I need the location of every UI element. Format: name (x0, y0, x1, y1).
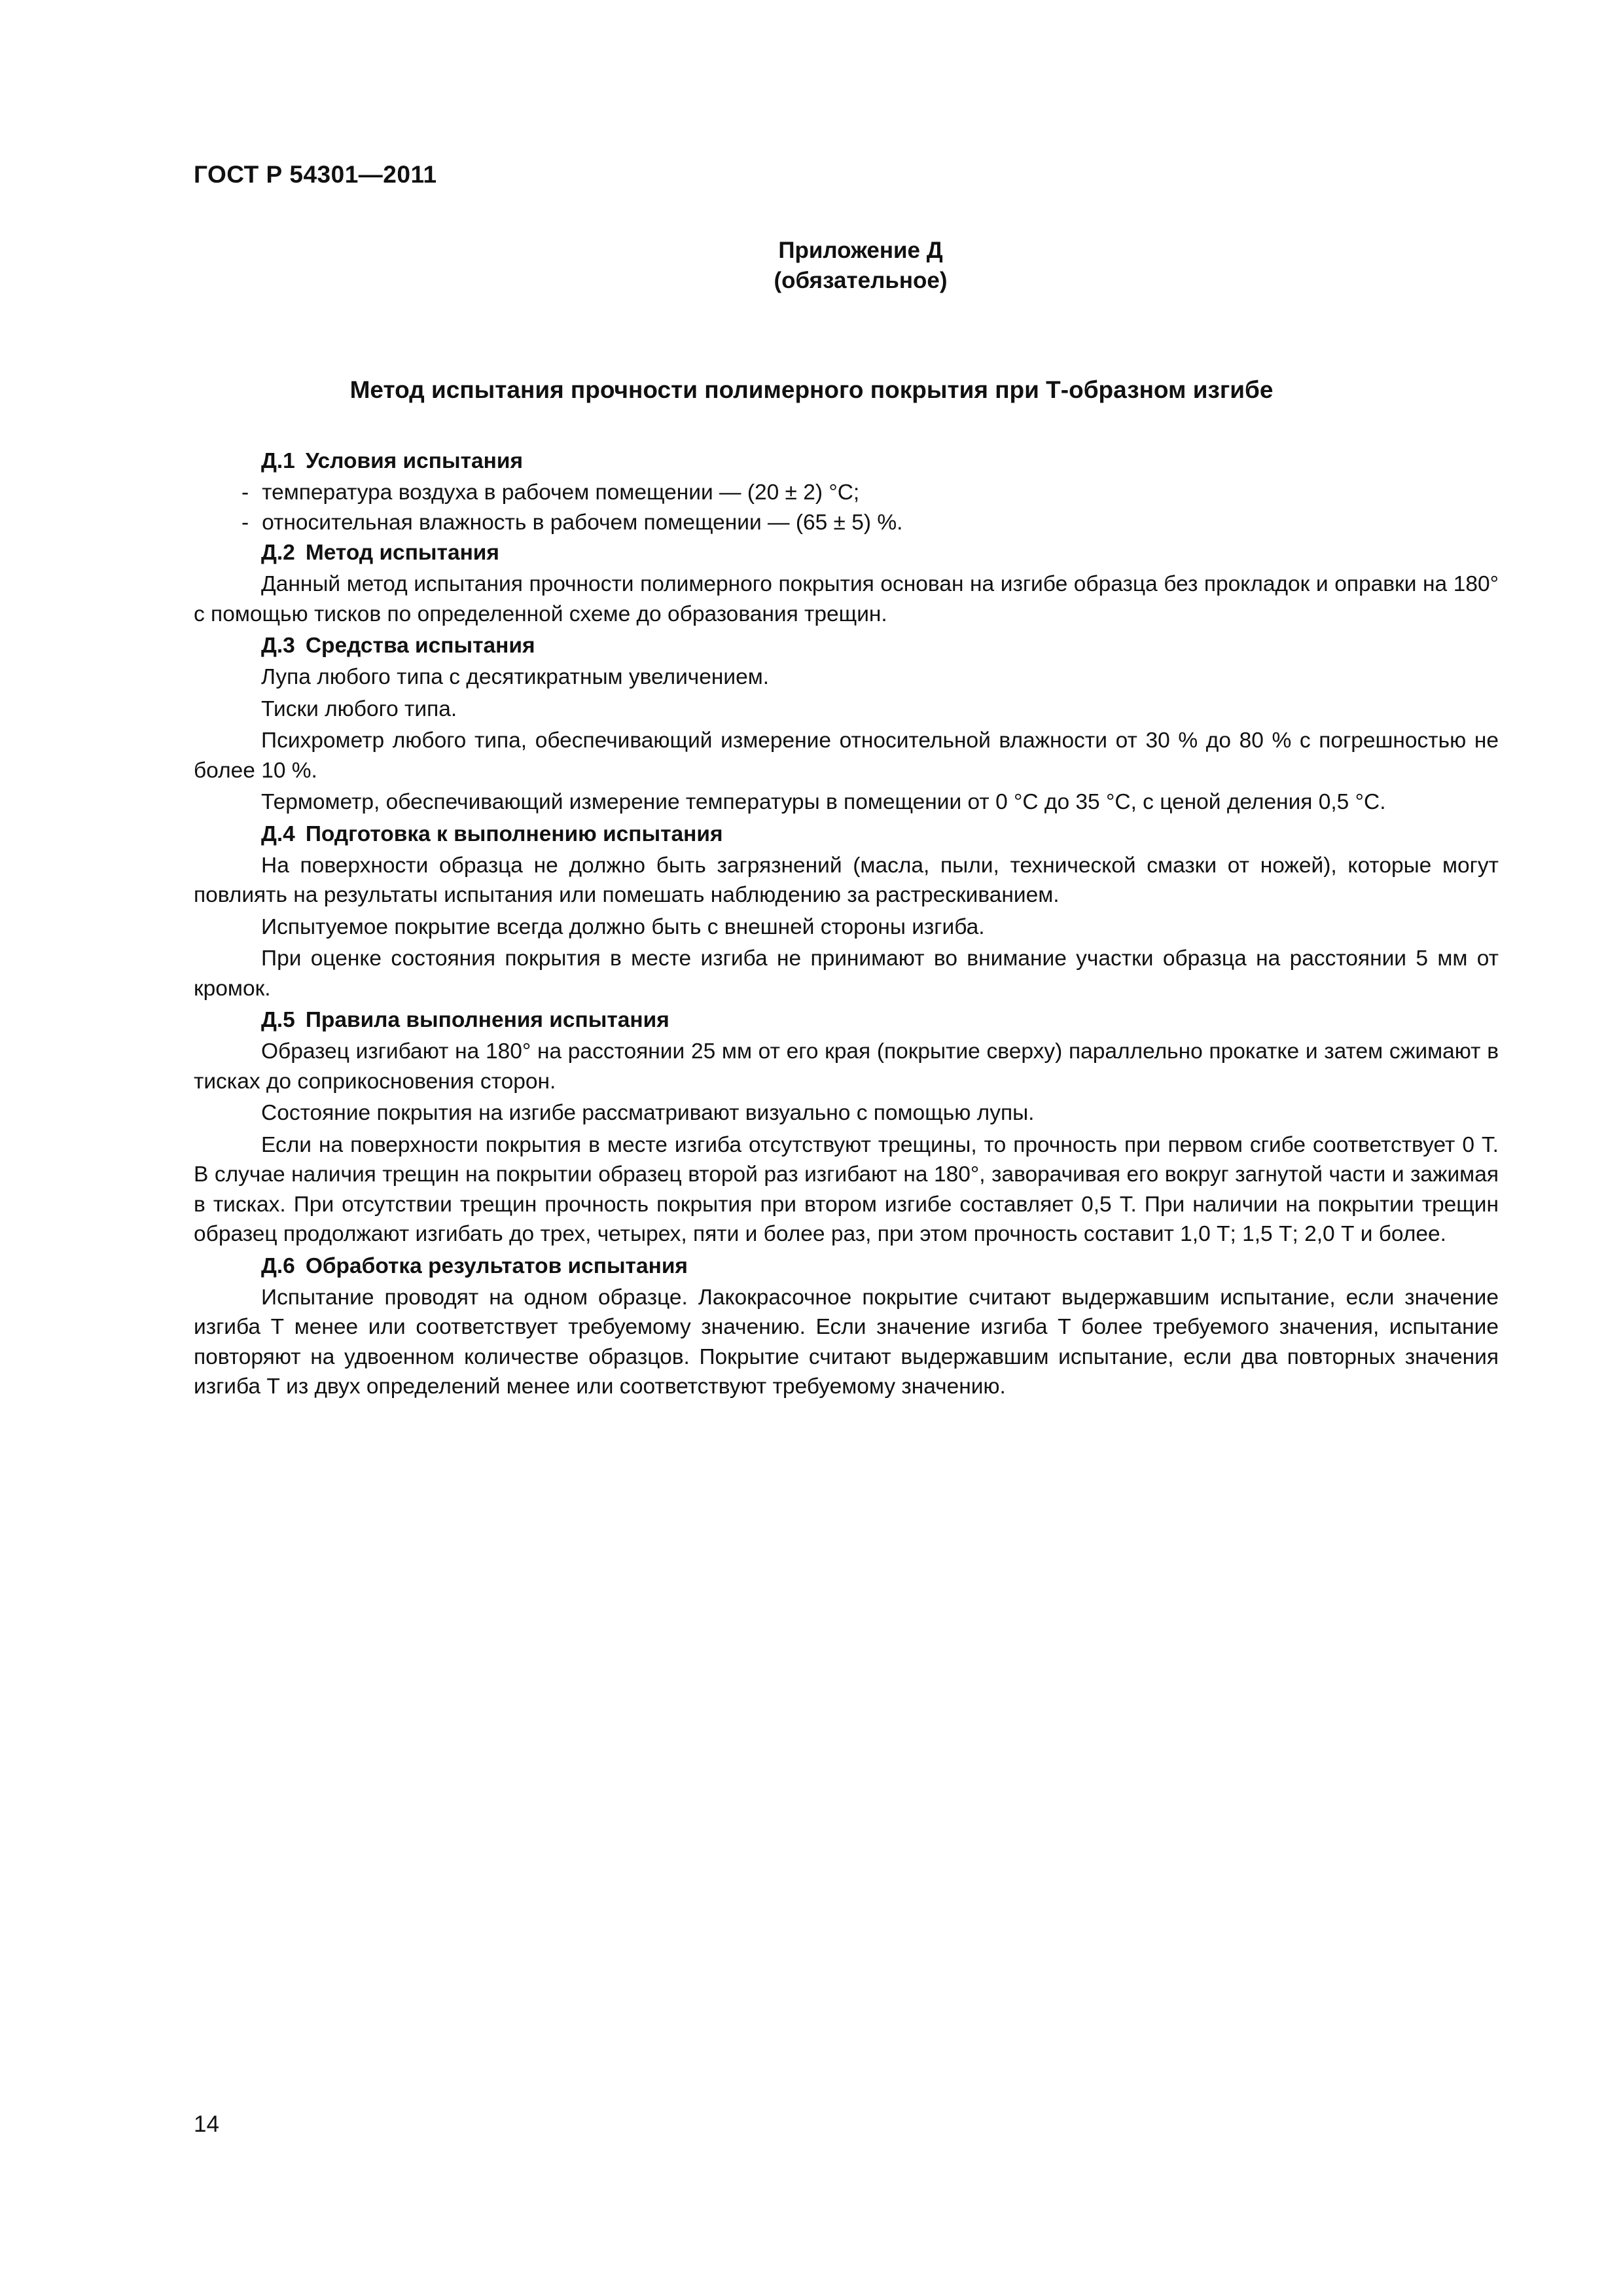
section-title: Метод испытания (305, 541, 499, 565)
section-number: Д.6 (261, 1253, 295, 1278)
list-item: - относительная влажность в рабочем помещении — (65 ± 5) %. (241, 511, 903, 535)
section-title: Подготовка к выполнению испытания (305, 821, 723, 846)
section-title: Условия испытания (305, 449, 523, 473)
section-number: Д.3 (261, 634, 295, 658)
section-d6 (194, 1251, 1499, 1402)
paragraph: Тиски любого типа. (261, 696, 457, 721)
section-number: Д.5 (261, 1008, 295, 1032)
paragraph: Психрометр любого типа, обеспечивающий измерение относительной влажности от 30 % до 80 % с погрешностью не более 10 %. (194, 728, 1499, 783)
paragraph: Лупа любого типа с десятикратным увеличением. (261, 665, 770, 689)
paragraph: Испытуемое покрытие всегда должно быть с внешней стороны изгиба. (261, 914, 985, 939)
list-item: - температура воздуха в рабочем помещении — (20 ± 2) °С; (241, 480, 860, 505)
section-heading (194, 538, 1499, 569)
section-d2 (194, 538, 1499, 629)
document-code: ГОСТ Р 54301—2011 (194, 161, 437, 188)
document-body (194, 446, 1499, 1404)
section-d1 (194, 446, 1499, 538)
section-number: Д.1 (261, 449, 295, 473)
paragraph: На поверхности образца не должно быть загрязнений (масла, пыли, технической смазки от ножей), которые могут повлиять на результаты испытания или помешать наблюдению за растрескиванием. (194, 853, 1499, 907)
paragraph: Образец изгибают на 180° на расстоянии 25 мм от его края (покрытие сверху) параллельно прокатке и затем сжимают в тисках до соприкосновения сторон. (194, 1039, 1499, 1094)
appendix-heading (194, 236, 1429, 296)
section-heading (194, 446, 1499, 478)
paragraph: Испытание проводят на одном образце. Лакокрасочное покрытие считают выдержавшим испытание, если значение изгиба Т менее или соответствует требуемому значению. Если значение изгиба Т более требуемого значения, испытание повторяют на удвоенном количестве образцов. Покрытие считают выдержавшим испытание, если два повторных значения изгиба Т из двух определений менее или соответствуют требуемому значению. (194, 1285, 1499, 1399)
section-title: Правила выполнения испытания (305, 1008, 669, 1032)
section-d3 (194, 631, 1499, 817)
section-title: Средства испытания (305, 634, 535, 658)
section-number: Д.4 (261, 821, 295, 846)
page-number: 14 (194, 2111, 219, 2137)
appendix-status: (обязательное) (774, 268, 948, 293)
paragraph: Состояние покрытия на изгибе рассматривают визуально с помощью лупы. (261, 1101, 1035, 1125)
section-heading (194, 631, 1499, 662)
section-heading (194, 819, 1499, 851)
section-heading (194, 1251, 1499, 1283)
section-d4 (194, 819, 1499, 1004)
section-heading (194, 1005, 1499, 1037)
paragraph: Данный метод испытания прочности полимерного покрытия основан на изгибе образца без прокладок и оправки на 180° с помощью тисков по определенной схеме до образования трещин. (194, 572, 1499, 626)
paragraph: При оценке состояния покрытия в месте изгиба не принимают во внимание участки образца на расстоянии 5 мм от кромок. (194, 946, 1499, 1001)
document-title: Метод испытания прочности полимерного покрытия при Т-образном изгибе (349, 376, 1274, 403)
section-title: Обработка результатов испытания (305, 1253, 688, 1278)
paragraph: Если на поверхности покрытия в месте изгиба отсутствуют трещины, то прочность при первом сгибе соответствует 0 Т. В случае наличия трещин на покрытии образец второй раз изгибают на 180°, заворачивая его вокруг загнутой части и зажимая в тисках. При отсутствии трещин прочность покрытия при втором изгибе составляет 0,5 Т. При наличии на покрытии трещин образец продолжают изгибать до трех, четырех, пяти и более раз, при этом прочность составит 1,0 Т; 1,5 Т; 2,0 Т и более. (194, 1132, 1499, 1246)
section-d5 (194, 1005, 1499, 1249)
paragraph: Термометр, обеспечивающий измерение температуры в помещении от 0 °С до 35 °С, с ценой деления 0,5 °С. (261, 790, 1386, 814)
section-number: Д.2 (261, 541, 295, 565)
appendix-label: Приложение Д (778, 238, 943, 263)
